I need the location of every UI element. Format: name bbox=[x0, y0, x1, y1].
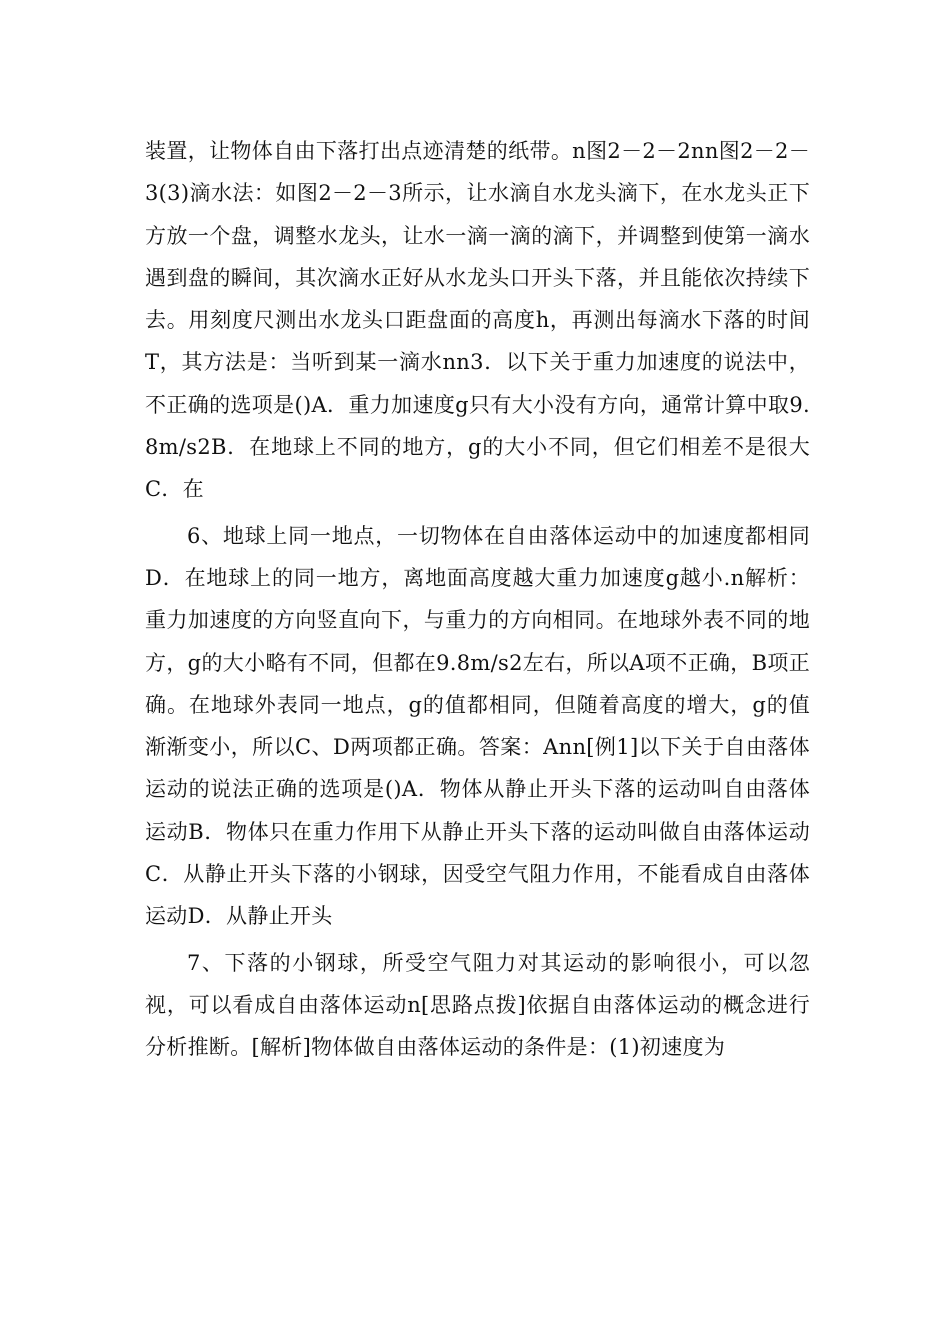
paragraph-3: 7、下落的小钢球，所受空气阻力对其运动的影响很小，可以忽视，可以看成自由落体运动n[思路点拨]依据自由落体运动的概念进行分析推断。[解析]物体做自由落体运动的条件是：(1)初速度为 bbox=[145, 950, 810, 1060]
document-body bbox=[145, 130, 810, 1069]
paragraph-2: 6、地球上同一地点，一切物体在自由落体运动中的加速度都相同D．在地球上的同一地方，离地面高度越大重力加速度g越小.n解析：重力加速度的方向竖直向下，与重力的方向相同。在地球外表不同的地方，g的大小略有不同，但都在9.8m/s2左右，所以A项不正确，B项正确。在地球外表同一地点，g的值都相同，但随着高度的增大，g的值渐渐变小，所以C、D两项都正确。答案：Ann[例1]以下关于自由落体运动的说法正确的选项是()A．物体从静止开头下落的运动叫自由落体运动B．物体只在重力作用下从静止开头下落的运动叫做自由落体运动C．从静止开头下落的小钢球，因受空气阻力作用，不能看成自由落体运动D．从静止开头 bbox=[145, 523, 810, 929]
paragraph-1: 装置，让物体自由下落打出点迹清楚的纸带。n图2－2－2nn图2－2－3(3)滴水法：如图2－2－3所示，让水滴自水龙头滴下，在水龙头正下方放一个盘，调整水龙头，让水一滴一滴的滴下，并调整到使第一滴水遇到盘的瞬间，其次滴水正好从水龙头口开头下落，并且能依次持续下去。用刻度尺测出水龙头口距盘面的高度h，再测出每滴水下落的时间T，其方法是：当听到某一滴水nn3．以下关于重力加速度的说法中，不正确的选项是()A．重力加速度g只有大小没有方向，通常计算中取9.8m/s2B．在地球上不同的地方，g的大小不同，但它们相差不是很大C．在 bbox=[145, 139, 810, 502]
